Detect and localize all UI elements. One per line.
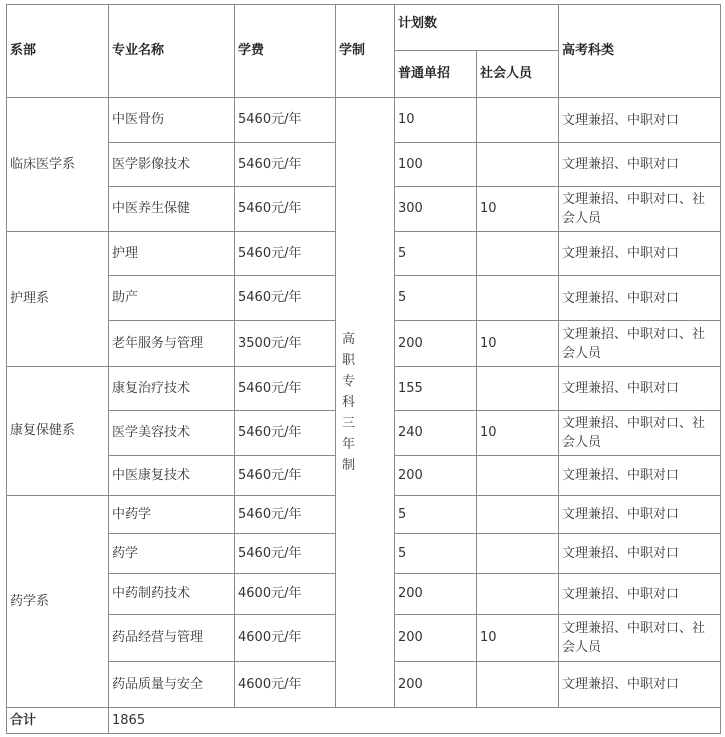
fee-cell: 5460元/年 xyxy=(235,276,336,321)
major-cell: 药品质量与安全 xyxy=(109,662,235,708)
dept-cell: 临床医学系 xyxy=(7,98,109,232)
subjects-cell: 文理兼招、中职对口 xyxy=(559,143,721,187)
fee-cell: 5460元/年 xyxy=(235,98,336,143)
plan-social-cell: 10 xyxy=(477,321,559,367)
plan-social-cell xyxy=(477,98,559,143)
major-cell: 中医骨伤 xyxy=(109,98,235,143)
total-label: 合计 xyxy=(7,708,109,734)
subjects-cell: 文理兼招、中职对口、社会人员 xyxy=(559,411,721,456)
plan-regular-cell: 240 xyxy=(395,411,477,456)
plan-regular-cell: 200 xyxy=(395,456,477,496)
header-plan-social: 社会人员 xyxy=(477,51,559,98)
plan-social-cell xyxy=(477,496,559,534)
subjects-cell: 文理兼招、中职对口 xyxy=(559,534,721,574)
subjects-cell: 文理兼招、中职对口 xyxy=(559,232,721,276)
total-row xyxy=(7,708,721,734)
plan-social-cell: 10 xyxy=(477,615,559,662)
plan-social-cell xyxy=(477,574,559,615)
subjects-cell: 文理兼招、中职对口、社会人员 xyxy=(559,321,721,367)
fee-cell: 5460元/年 xyxy=(235,411,336,456)
plan-regular-cell: 200 xyxy=(395,615,477,662)
plan-regular-cell: 100 xyxy=(395,143,477,187)
subjects-cell: 文理兼招、中职对口 xyxy=(559,276,721,321)
table-row xyxy=(7,98,721,143)
fee-cell: 5460元/年 xyxy=(235,456,336,496)
fee-cell: 5460元/年 xyxy=(235,367,336,411)
subjects-cell: 文理兼招、中职对口 xyxy=(559,456,721,496)
major-cell: 康复治疗技术 xyxy=(109,367,235,411)
header-subjects: 高考科类 xyxy=(559,5,721,98)
plan-social-cell: 10 xyxy=(477,411,559,456)
major-cell: 老年服务与管理 xyxy=(109,321,235,367)
dept-cell: 康复保健系 xyxy=(7,367,109,496)
major-cell: 中药制药技术 xyxy=(109,574,235,615)
subjects-cell: 文理兼招、中职对口、社会人员 xyxy=(559,187,721,232)
subjects-cell: 文理兼招、中职对口 xyxy=(559,367,721,411)
plan-regular-cell: 5 xyxy=(395,276,477,321)
major-cell: 护理 xyxy=(109,232,235,276)
fee-cell: 5460元/年 xyxy=(235,534,336,574)
major-cell: 中医康复技术 xyxy=(109,456,235,496)
subjects-cell: 文理兼招、中职对口 xyxy=(559,574,721,615)
plan-social-cell xyxy=(477,456,559,496)
plan-regular-cell: 10 xyxy=(395,98,477,143)
plan-social-cell xyxy=(477,367,559,411)
enrollment-plan-table xyxy=(6,4,721,734)
plan-regular-cell: 200 xyxy=(395,574,477,615)
header-system: 学制 xyxy=(336,5,395,98)
dept-cell: 药学系 xyxy=(7,496,109,708)
plan-regular-cell: 200 xyxy=(395,662,477,708)
plan-regular-cell: 5 xyxy=(395,534,477,574)
table-body xyxy=(7,98,721,734)
subjects-cell: 文理兼招、中职对口 xyxy=(559,496,721,534)
major-cell: 助产 xyxy=(109,276,235,321)
header-fee: 学费 xyxy=(235,5,336,98)
dept-cell: 护理系 xyxy=(7,232,109,367)
plan-regular-cell: 300 xyxy=(395,187,477,232)
plan-social-cell xyxy=(477,534,559,574)
plan-social-cell xyxy=(477,662,559,708)
major-cell: 中药学 xyxy=(109,496,235,534)
subjects-cell: 文理兼招、中职对口、社会人员 xyxy=(559,615,721,662)
fee-cell: 4600元/年 xyxy=(235,615,336,662)
plan-regular-cell: 5 xyxy=(395,496,477,534)
plan-regular-cell: 5 xyxy=(395,232,477,276)
plan-social-cell xyxy=(477,143,559,187)
major-cell: 中医养生保健 xyxy=(109,187,235,232)
subjects-cell: 文理兼招、中职对口 xyxy=(559,662,721,708)
plan-regular-cell: 200 xyxy=(395,321,477,367)
fee-cell: 5460元/年 xyxy=(235,232,336,276)
header-major: 专业名称 xyxy=(109,5,235,98)
plan-regular-cell: 155 xyxy=(395,367,477,411)
fee-cell: 4600元/年 xyxy=(235,574,336,615)
fee-cell: 3500元/年 xyxy=(235,321,336,367)
header-plan: 计划数 xyxy=(395,5,559,51)
major-cell: 药品经营与管理 xyxy=(109,615,235,662)
plan-social-cell xyxy=(477,232,559,276)
header-dept: 系部 xyxy=(7,5,109,98)
major-cell: 医学美容技术 xyxy=(109,411,235,456)
major-cell: 药学 xyxy=(109,534,235,574)
fee-cell: 5460元/年 xyxy=(235,496,336,534)
fee-cell: 5460元/年 xyxy=(235,187,336,232)
plan-social-cell xyxy=(477,276,559,321)
major-cell: 医学影像技术 xyxy=(109,143,235,187)
fee-cell: 5460元/年 xyxy=(235,143,336,187)
fee-cell: 4600元/年 xyxy=(235,662,336,708)
total-value: 1865 xyxy=(109,708,721,734)
system-cell xyxy=(336,98,395,708)
plan-social-cell: 10 xyxy=(477,187,559,232)
subjects-cell: 文理兼招、中职对口 xyxy=(559,98,721,143)
system-text: 高职专科三年制 xyxy=(342,332,356,473)
header-plan-regular: 普通单招 xyxy=(395,51,477,98)
